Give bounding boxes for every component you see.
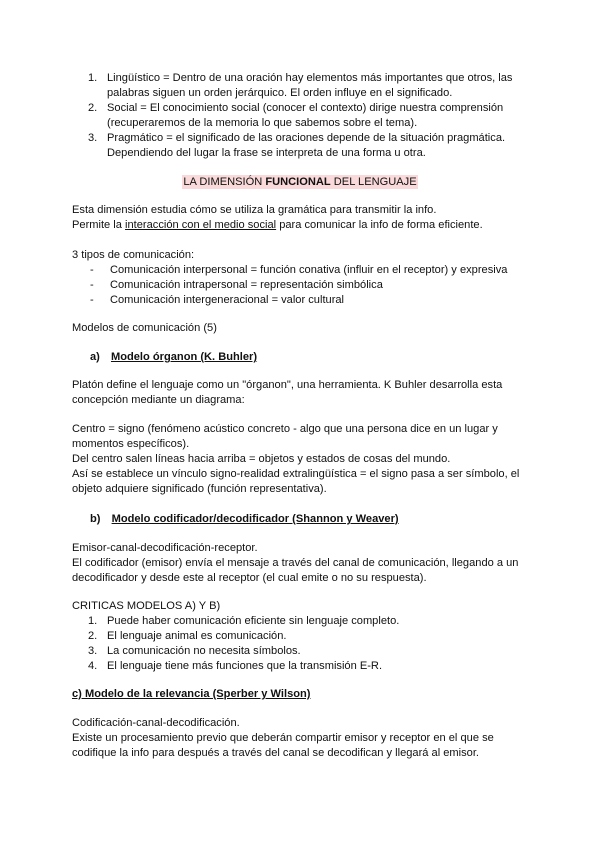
paragraph-line: Del centro salen líneas hacia arriba = objetos y estados de cosas del mundo. — [72, 453, 451, 465]
paragraph-line: Existe un procesamiento previo que deberán compartir emisor y receptor en el que se — [72, 732, 494, 744]
dimension-list — [88, 71, 548, 161]
model-b-paragraph — [72, 541, 518, 586]
paragraph-line: Emisor-canal-decodificación-receptor. — [72, 542, 258, 554]
model-label: a) — [90, 351, 100, 363]
criticas-list — [88, 614, 548, 674]
paragraph-line: El codificador (emisor) envía el mensaje a través del canal de comunicación, llegando a un — [72, 557, 519, 569]
paragraph-line: decodificador y desde este al receptor (el cual emite o no su respuesta). — [72, 572, 427, 584]
list-number: 3. — [88, 645, 98, 657]
paragraph-line: Platón define el lenguaje como un "órganon", una herramienta. K Buhler desarrolla esta — [72, 379, 503, 391]
list-text — [107, 71, 512, 101]
list-text — [107, 131, 505, 161]
list-item — [88, 71, 548, 101]
list-text: El lenguaje tiene más funciones que la transmisión E-R. — [107, 660, 383, 672]
intro-text: para comunicar la info de forma eficiente. — [276, 219, 483, 231]
list-item — [90, 278, 550, 293]
paragraph-line: concepción mediante un diagrama: — [72, 394, 245, 406]
list-item — [88, 659, 548, 674]
paragraph-line: momentos específicos). — [72, 438, 190, 450]
paragraph-line: Así se establece un vínculo signo-realidad extralingüística = el signo pasa a ser símbolo, el — [72, 468, 520, 480]
list-line: palabras siguen un orden jerárquico. El orden influye en el significado. — [107, 87, 453, 99]
list-text: Comunicación intergeneracional = valor cultural — [110, 294, 345, 306]
list-text: Comunicación interpersonal = función conativa (influir en el receptor) y expresiva — [110, 264, 508, 276]
model-title: Modelo codificador/decodificador (Shannon y Weaver) — [111, 513, 399, 525]
list-text: La comunicación no necesita símbolos. — [107, 645, 301, 657]
criticas-title: CRITICAS MODELOS A) Y B) — [72, 600, 221, 612]
list-number: 1. — [88, 615, 98, 627]
intro-line — [72, 218, 483, 233]
heading-pre: LA DIMENSIÓN — [183, 176, 266, 188]
list-item — [88, 101, 548, 131]
list-text: Comunicación intrapersonal = representación simbólica — [110, 279, 383, 291]
model-c-heading: c) Modelo de la relevancia (Sperber y Wilson) — [72, 688, 311, 700]
list-number: 4. — [88, 660, 98, 672]
paragraph-line: Codificación-canal-decodificación. — [72, 717, 240, 729]
paragraph-line: Centro = signo (fenómeno acústico concreto - algo que una persona dice en un lugar y — [72, 423, 498, 435]
model-a-heading — [90, 350, 257, 365]
tipos-title: 3 tipos de comunicación: — [72, 249, 195, 261]
list-number: 3. — [88, 132, 98, 144]
list-line: Dependiendo del lugar la frase se interpreta de una forma u otra. — [107, 147, 426, 159]
model-b-heading — [90, 512, 399, 527]
list-line: Pragmático = el significado de las oraciones depende de la situación pragmática. — [107, 132, 506, 144]
model-c-paragraph — [72, 716, 494, 761]
list-item — [90, 293, 550, 308]
list-item — [88, 131, 548, 161]
model-title: Modelo órganon (K. Buhler) — [110, 351, 258, 363]
model-label: b) — [90, 513, 101, 525]
list-item — [88, 629, 548, 644]
list-line: Lingüístico = Dentro de una oración hay elementos más importantes que otros, las — [107, 72, 513, 84]
paragraph-line: codifique la info para después a través del canal se decodifican y llegará al emisor. — [72, 747, 480, 759]
modelos-title: Modelos de comunicación (5) — [72, 322, 217, 334]
list-number: 2. — [88, 102, 98, 114]
dash-bullet: - — [90, 279, 94, 291]
list-text: Puede haber comunicación eficiente sin lenguaje completo. — [107, 615, 400, 627]
tipos-list — [90, 263, 550, 308]
intro-line: Esta dimensión estudia cómo se utiliza la gramática para transmitir la info. — [72, 204, 437, 216]
model-a-paragraph-1 — [72, 378, 502, 408]
list-number: 2. — [88, 630, 98, 642]
list-item — [90, 263, 550, 278]
heading-bold: FUNCIONAL — [265, 176, 331, 188]
intro-paragraph — [72, 203, 483, 233]
underlined-text: interacción con el medio social — [125, 219, 277, 231]
list-line: (recuperaremos de la memoria lo que sabemos sobre el tema). — [107, 117, 418, 129]
intro-text: Permite la — [72, 219, 126, 231]
list-text: El lenguaje animal es comunicación. — [107, 630, 287, 642]
list-line: Social = El conocimiento social (conocer el contexto) dirige nuestra comprensión — [107, 102, 504, 114]
list-text — [107, 101, 503, 131]
list-item — [88, 614, 548, 629]
section-heading — [0, 175, 600, 190]
paragraph-line: objeto adquiere significado (función representativa). — [72, 483, 327, 495]
dash-bullet: - — [90, 264, 94, 276]
highlighted-heading — [182, 175, 417, 189]
heading-post: DEL LENGUAJE — [330, 176, 417, 188]
list-item — [88, 644, 548, 659]
list-number: 1. — [88, 72, 98, 84]
model-a-paragraph-2 — [72, 422, 519, 497]
dash-bullet: - — [90, 294, 94, 306]
